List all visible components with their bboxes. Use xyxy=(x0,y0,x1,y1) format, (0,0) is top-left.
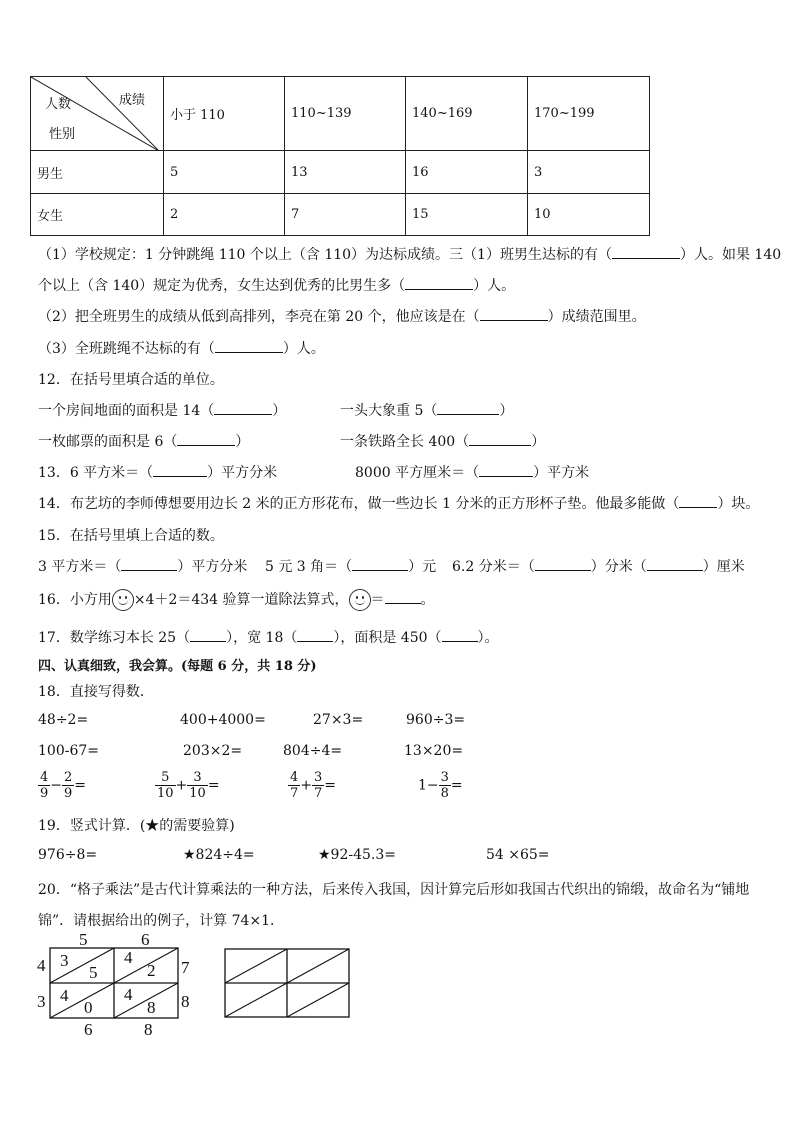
top-digit: 6 xyxy=(141,930,150,949)
calc-item: 203×2= xyxy=(183,743,243,759)
cell-tens-digit: 4 xyxy=(124,985,133,1004)
table-row xyxy=(31,151,650,194)
cell-ones-digit: 2 xyxy=(147,961,156,980)
q11-part1-line1: （1）学校规定：1 分钟跳绳 110 个以上（含 110）为达标成绩。三（1）班男生达标的有（ ）人。如果 140 xyxy=(38,247,782,263)
answer-blank[interactable] xyxy=(442,629,478,642)
lattice-example xyxy=(30,930,200,1042)
bottom-digit: 8 xyxy=(144,1020,153,1039)
q11-part1-line2: 个以上（含 140）规定为优秀，女生达到优秀的比男生多（ ）人。 xyxy=(38,278,516,294)
fraction: $\frac{5}{10}$ xyxy=(157,770,174,801)
cell-ones-digit: 0 xyxy=(84,998,93,1017)
table-header: 小于 110 xyxy=(164,77,285,151)
answer-blank[interactable] xyxy=(405,277,473,290)
answer-blank[interactable] xyxy=(153,464,207,477)
fraction-expression: $\frac{4}{9}$ − $\frac{2}{9}$ = xyxy=(40,770,87,801)
cell-ones-digit: 8 xyxy=(147,998,156,1017)
table-cell: 3 xyxy=(528,151,650,194)
answer-blank[interactable] xyxy=(215,340,283,353)
table-corner-cell xyxy=(31,77,164,151)
calc-item: 976÷8= xyxy=(38,847,98,863)
table-cell: 10 xyxy=(528,194,650,236)
q13-item-b: 8000 平方厘米＝（ ）平方米 xyxy=(355,465,590,481)
table-cell: 7 xyxy=(285,194,406,236)
answer-lattice-grid[interactable] xyxy=(224,948,352,1020)
cell-tens-digit: 4 xyxy=(124,948,133,967)
answer-blank[interactable] xyxy=(214,402,272,415)
fraction: $\frac{3}{7}$ xyxy=(314,770,323,801)
calc-item: 48÷2= xyxy=(38,712,89,728)
answer-blank[interactable] xyxy=(297,629,333,642)
calc-item: 27×3= xyxy=(313,712,364,728)
calc-item: 804÷4= xyxy=(283,743,343,759)
calc-item: 54 ×65= xyxy=(486,847,550,863)
top-digit: 5 xyxy=(79,930,88,949)
left-digit: 3 xyxy=(37,992,46,1011)
q15-title: 15．在括号里填上合适的数。 xyxy=(38,528,224,544)
table-cell: 13 xyxy=(285,151,406,194)
q15-item-a: 3 平方米＝（ ）平方分米 xyxy=(38,559,248,575)
fraction: $\frac{3}{8}$ xyxy=(440,770,449,801)
calc-item: ★92-45.3= xyxy=(318,847,396,863)
q13-item-a: 13．6 平方米＝（ ）平方分米 xyxy=(38,465,278,481)
answer-blank[interactable] xyxy=(679,495,717,508)
answer-blank[interactable] xyxy=(190,629,226,642)
q11-part3: （3）全班跳绳不达标的有（ ）人。 xyxy=(38,341,325,357)
q14: 14．布艺坊的李师傅想要用边长 2 米的正方形花布，做一些边长 1 分米的正方形杯子垫。他最多能做（ ）块。 xyxy=(38,496,760,512)
q12-item-a: 一个房间地面的面积是 14（ ） xyxy=(38,403,287,419)
table-cell: 15 xyxy=(406,194,528,236)
right-digit: 7 xyxy=(181,958,190,977)
fraction: $\frac{4}{9}$ xyxy=(40,770,49,801)
q12-item-d: 一条铁路全长 400（ ） xyxy=(340,434,546,450)
q19-title: 19．竖式计算．(★的需要验算) xyxy=(38,818,235,834)
q12-item-b: 一头大象重 5（ ） xyxy=(340,403,514,419)
calc-item: 400+4000= xyxy=(180,712,266,728)
table-cell: 5 xyxy=(164,151,285,194)
corner-count-label: 人数 xyxy=(45,97,72,112)
section-heading: 四、认真细致，我会算。(每题 6 分，共 18 分) xyxy=(38,659,317,674)
corner-gender-label: 性别 xyxy=(49,127,76,142)
answer-blank[interactable] xyxy=(177,433,235,446)
row-label: 女生 xyxy=(31,194,164,236)
cell-tens-digit: 4 xyxy=(60,986,69,1005)
cell-tens-digit: 3 xyxy=(60,951,69,970)
right-digit: 8 xyxy=(181,992,190,1011)
table-cell: 16 xyxy=(406,151,528,194)
fraction: $\frac{3}{10}$ xyxy=(189,770,206,801)
q16: 16．小方用 ×4＋2＝434 验算一道除法算式， ＝ 。 xyxy=(38,588,435,612)
row-label: 男生 xyxy=(31,151,164,194)
q20-line1: 20．“格子乘法”是古代计算乘法的一种方法，后来传入我国，因计算完后形如我国古代织出的锦缎，故命名为“铺地 xyxy=(38,882,750,898)
corner-score-label: 成绩 xyxy=(119,93,146,108)
q12-item-c: 一枚邮票的面积是 6（ ） xyxy=(38,434,250,450)
calc-item: ★824÷4= xyxy=(183,847,255,863)
q12-title: 12．在括号里填合适的单位。 xyxy=(38,372,224,388)
lattice-example-grid xyxy=(30,930,200,1042)
fraction: $\frac{2}{9}$ xyxy=(64,770,73,801)
fraction: $\frac{4}{7}$ xyxy=(290,770,299,801)
fraction-expression: 1− $\frac{3}{8}$ = xyxy=(418,770,463,801)
q11-part2: （2）把全班男生的成绩从低到高排列，李亮在第 20 个，他应该是在（ ）成绩范围里。 xyxy=(38,309,646,325)
answer-blank[interactable] xyxy=(535,558,591,571)
q15-item-b: 5 元 3 角＝（ ）元 xyxy=(265,559,437,575)
q20-line2: 锦”．请根据给出的例子，计算 74×1． xyxy=(38,913,285,929)
left-digit: 4 xyxy=(37,956,46,975)
smiley-face-icon xyxy=(112,589,134,611)
answer-blank[interactable] xyxy=(469,433,531,446)
table-cell: 2 xyxy=(164,194,285,236)
table-header: 110~139 xyxy=(285,77,406,151)
calc-item: 100-67= xyxy=(38,743,99,759)
answer-blank[interactable] xyxy=(437,402,499,415)
q17: 17．数学练习本长 25（ ），宽 18（ ），面积是 450（ ）。 xyxy=(38,630,499,646)
smiley-face-icon xyxy=(349,589,371,611)
calc-item: 13×20= xyxy=(404,743,464,759)
table-row xyxy=(31,194,650,236)
table-header: 140~169 xyxy=(406,77,528,151)
answer-blank[interactable] xyxy=(479,464,533,477)
answer-blank[interactable] xyxy=(352,558,408,571)
answer-blank[interactable] xyxy=(647,558,703,571)
fraction-expression: $\frac{4}{7}$ + $\frac{3}{7}$ = xyxy=(290,770,337,801)
answer-blank[interactable] xyxy=(480,308,548,321)
bottom-digit: 6 xyxy=(84,1020,93,1039)
answer-blank[interactable] xyxy=(385,591,421,604)
answer-blank[interactable] xyxy=(612,246,680,259)
fraction-expression: $\frac{5}{10}$ + $\frac{3}{10}$ = xyxy=(157,770,220,801)
answer-blank[interactable] xyxy=(121,558,177,571)
cell-ones-digit: 5 xyxy=(89,963,98,982)
calc-item: 960÷3= xyxy=(406,712,466,728)
q15-item-c: 6.2 分米＝（ ）分米（ ）厘米 xyxy=(452,559,745,575)
table-header: 170~199 xyxy=(528,77,650,151)
q18-title: 18．直接写得数． xyxy=(38,684,154,700)
score-table xyxy=(30,76,650,236)
